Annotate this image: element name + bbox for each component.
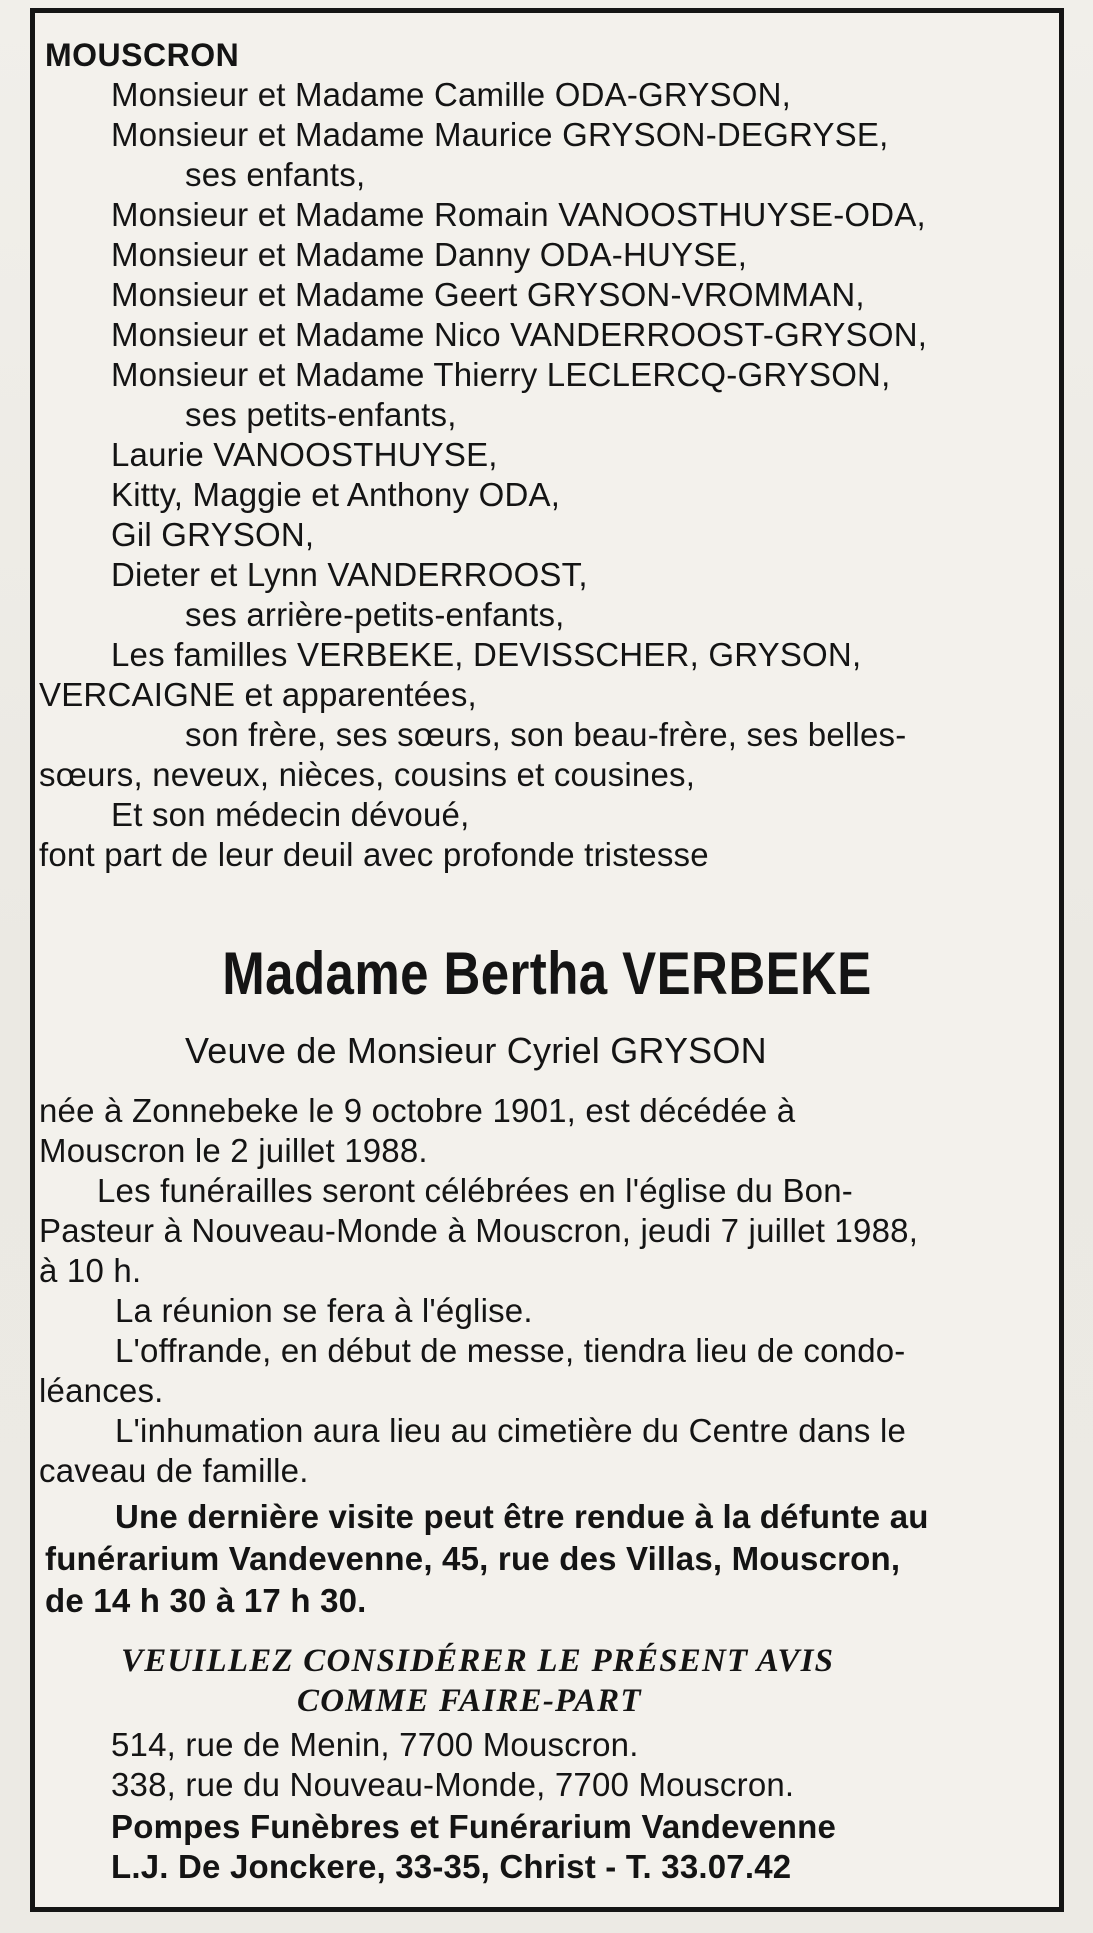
obituary-frame [30, 8, 1064, 1912]
visit-line: funérarium Vandevenne, 45, rue des Villas, Mouscron, [45, 1540, 901, 1577]
detail-line: caveau de famille. [39, 1452, 309, 1489]
detail-line: léances. [39, 1372, 164, 1409]
mourner-line: Monsieur et Madame Romain VANOOSTHUYSE-ODA, [111, 196, 926, 233]
detail-line: Mouscron le 2 juillet 1988. [39, 1132, 428, 1169]
detail-line: Les funérailles seront célébrées en l'église du Bon- [97, 1172, 853, 1209]
detail-line: La réunion se fera à l'église. [115, 1292, 533, 1329]
notice-line: VEUILLEZ CONSIDÉRER LE PRÉSENT AVIS [121, 1643, 835, 1679]
mourner-line: Monsieur et Madame Nico VANDERROOST-GRYSON, [111, 316, 928, 353]
visit-line: de 14 h 30 à 17 h 30. [45, 1582, 367, 1619]
deceased-name: Madame Bertha VERBEKE [222, 940, 872, 1007]
address-line: 514, rue de Menin, 7700 Mouscron. [111, 1726, 639, 1763]
mourner-line: Les familles VERBEKE, DEVISSCHER, GRYSON, [111, 636, 862, 673]
address-line: 338, rue du Nouveau-Monde, 7700 Mouscron. [111, 1766, 795, 1803]
detail-line: Pasteur à Nouveau-Monde à Mouscron, jeudi 7 juillet 1988, [39, 1212, 919, 1249]
mourner-line: Monsieur et Madame Thierry LECLERCQ-GRYSON, [111, 356, 891, 393]
relation-label: ses enfants, [185, 156, 366, 193]
mourner-line: VERCAIGNE et apparentées, [39, 676, 477, 713]
mourner-line: Kitty, Maggie et Anthony ODA, [111, 476, 561, 513]
funeral-home-line: L.J. De Jonckere, 33-35, Christ - T. 33.07.42 [111, 1848, 792, 1885]
detail-line: L'inhumation aura lieu au cimetière du Centre dans le [115, 1412, 907, 1449]
mourner-line: Monsieur et Madame Camille ODA-GRYSON, [111, 76, 792, 113]
detail-line: à 10 h. [39, 1252, 142, 1289]
visit-line: Une dernière visite peut être rendue à la défunte au [115, 1498, 929, 1535]
mourner-line: Laurie VANOOSTHUYSE, [111, 436, 498, 473]
town-heading: MOUSCRON [45, 37, 240, 73]
mourner-line: Monsieur et Madame Danny ODA-HUYSE, [111, 236, 748, 273]
detail-line: L'offrande, en début de messe, tiendra lieu de condo- [115, 1332, 906, 1369]
mourner-line: Monsieur et Madame Geert GRYSON-VROMMAN, [111, 276, 865, 313]
mourner-line: Monsieur et Madame Maurice GRYSON-DEGRYSE, [111, 116, 889, 153]
mourner-line: Gil GRYSON, [111, 516, 315, 553]
notice-line: COMME FAIRE-PART [297, 1683, 642, 1719]
mourner-line: Et son médecin dévoué, [111, 796, 470, 833]
announcement-line: font part de leur deuil avec profonde tristesse [39, 836, 709, 873]
mourner-line: Dieter et Lynn VANDERROOST, [111, 556, 588, 593]
relation-label: ses petits-enfants, [185, 396, 457, 433]
mourner-line: sœurs, neveux, nièces, cousins et cousines, [39, 756, 696, 793]
mourner-line: son frère, ses sœurs, son beau-frère, ses belles- [185, 716, 907, 753]
relation-label: ses arrière-petits-enfants, [185, 596, 565, 633]
detail-line: née à Zonnebeke le 9 octobre 1901, est décédée à [39, 1092, 796, 1129]
widow-of-line: Veuve de Monsieur Cyriel GRYSON [185, 1030, 767, 1071]
funeral-home-line: Pompes Funèbres et Funérarium Vandevenne [111, 1808, 837, 1845]
